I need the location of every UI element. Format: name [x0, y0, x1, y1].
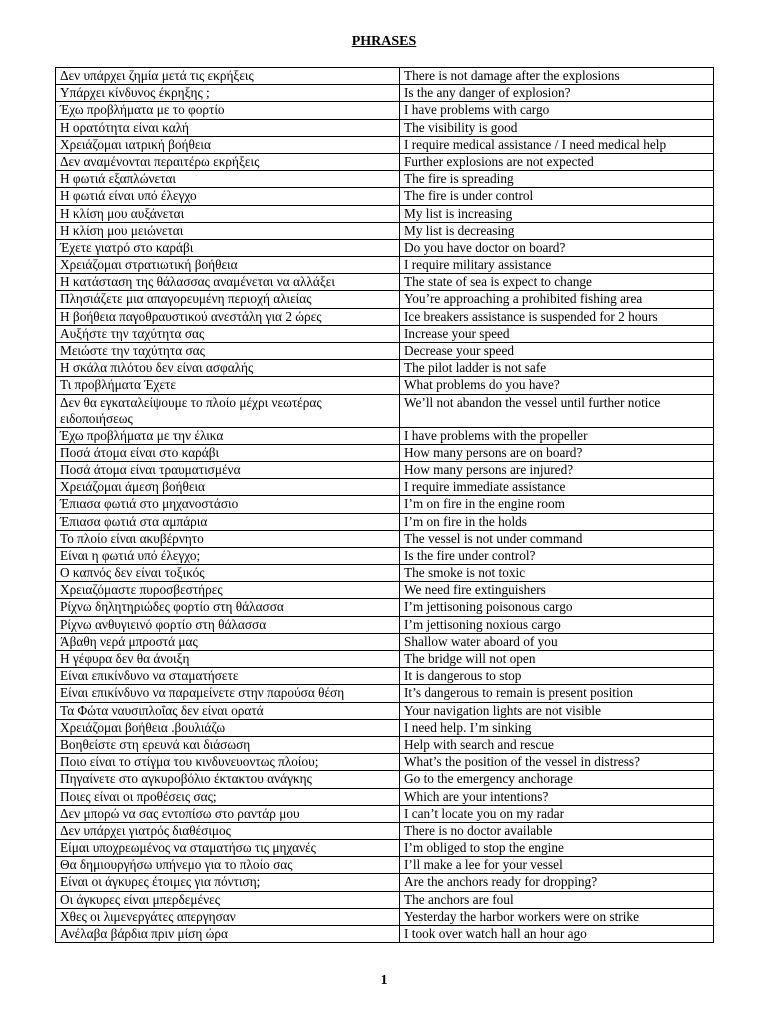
phrase-row [56, 257, 714, 274]
english-phrase-cell: Decrease your speed [400, 343, 714, 360]
greek-phrase-cell: Θα δημιουργήσω υπήνεμο για το πλοίο σας [56, 857, 400, 874]
phrase-row [56, 857, 714, 874]
english-phrase-cell: The fire is under control [400, 188, 714, 205]
english-phrase-cell: It is dangerous to stop [400, 668, 714, 685]
english-phrase-cell: The anchors are foul [400, 891, 714, 908]
phrase-row [56, 582, 714, 599]
english-phrase-cell: Increase your speed [400, 325, 714, 342]
phrase-row [56, 822, 714, 839]
greek-phrase-cell: Δεν υπάρχει γιατρός διαθέσιμος [56, 822, 400, 839]
greek-phrase-cell: Έχετε γιατρό στο καράβι [56, 239, 400, 256]
greek-phrase-cell: Οι άγκυρες είναι μπερδεμένες [56, 891, 400, 908]
greek-phrase-cell: Η ορατότητα είναι καλή [56, 119, 400, 136]
english-phrase-cell: We need fire extinguishers [400, 582, 714, 599]
phrase-row [56, 444, 714, 461]
phrase-row [56, 291, 714, 308]
greek-phrase-cell: Δεν θα εγκαταλείψουμε το πλοίο μέχρι νεωτέρας ειδοποιήσεως [56, 394, 400, 427]
english-phrase-cell: The smoke is not toxic [400, 565, 714, 582]
english-phrase-cell: I took over watch hall an hour ago [400, 926, 714, 943]
greek-phrase-cell: Πηγαίνετε στο αγκυροβόλιο έκτακτου ανάγκης [56, 771, 400, 788]
english-phrase-cell: Help with search and rescue [400, 736, 714, 753]
english-phrase-cell: I require military assistance [400, 257, 714, 274]
phrase-row [56, 908, 714, 925]
greek-phrase-cell: Ρίχνω ανθυγιεινό φορτίο στη θάλασσα [56, 616, 400, 633]
greek-phrase-cell: Η κατάσταση της θάλασσας αναμένεται να αλλάξει [56, 274, 400, 291]
greek-phrase-cell: Η κλίση μου μειώνεται [56, 222, 400, 239]
english-phrase-cell: Shallow water aboard of you [400, 633, 714, 650]
english-phrase-cell: I require medical assistance / I need medical help [400, 136, 714, 153]
greek-phrase-cell: Αυξήστε την ταχύτητα σας [56, 325, 400, 342]
phrase-row [56, 171, 714, 188]
phrase-row [56, 360, 714, 377]
english-phrase-cell: My list is decreasing [400, 222, 714, 239]
phrase-row [56, 274, 714, 291]
greek-phrase-cell: Η σκάλα πιλότου δεν είναι ασφαλής [56, 360, 400, 377]
greek-phrase-cell: Χρειάζομαι ιατρική βοήθεια [56, 136, 400, 153]
english-phrase-cell: Is the any danger of explosion? [400, 85, 714, 102]
phrase-row [56, 547, 714, 564]
phrase-row [56, 719, 714, 736]
english-phrase-cell: What’s the position of the vessel in distress? [400, 754, 714, 771]
english-phrase-cell: The fire is spreading [400, 171, 714, 188]
greek-phrase-cell: Ρίχνω δηλητηριώδες φορτίο στη θάλασσα [56, 599, 400, 616]
phrase-row [56, 685, 714, 702]
english-phrase-cell: I need help. I’m sinking [400, 719, 714, 736]
phrase-row [56, 222, 714, 239]
english-phrase-cell: Yesterday the harbor workers were on strike [400, 908, 714, 925]
greek-phrase-cell: Η κλίση μου αυξάνεται [56, 205, 400, 222]
greek-phrase-cell: Ποσά άτομα είναι τραυματισμένα [56, 461, 400, 478]
greek-phrase-cell: Είναι οι άγκυρες έτοιμες για πόντιση; [56, 874, 400, 891]
english-phrase-cell: Your navigation lights are not visible [400, 702, 714, 719]
english-phrase-cell: Further explosions are not expected [400, 153, 714, 170]
greek-phrase-cell: Χθες οι λιμενεργάτες απεργησαν [56, 908, 400, 925]
phrase-row [56, 427, 714, 444]
greek-phrase-cell: Έχω προβλήματα με την έλικα [56, 427, 400, 444]
english-phrase-cell: I can’t locate you on my radar [400, 805, 714, 822]
greek-phrase-cell: Είναι επικίνδυνο να παραμείνετε στην παρούσα θέση [56, 685, 400, 702]
english-phrase-cell: What problems do you have? [400, 377, 714, 394]
english-phrase-cell: Go to the emergency anchorage [400, 771, 714, 788]
greek-phrase-cell: Είμαι υποχρεωμένος να σταματήσω τις μηχανές [56, 840, 400, 857]
phrase-row [56, 840, 714, 857]
greek-phrase-cell: Υπάρχει κίνδυνος έκρηξης ; [56, 85, 400, 102]
english-phrase-cell: My list is increasing [400, 205, 714, 222]
phrase-row [56, 754, 714, 771]
english-phrase-cell: Ice breakers assistance is suspended for 2 hours [400, 308, 714, 325]
english-phrase-cell: There is no doctor available [400, 822, 714, 839]
english-phrase-cell: I’ll make a lee for your vessel [400, 857, 714, 874]
phrase-row [56, 102, 714, 119]
phrase-row [56, 394, 714, 427]
phrase-row [56, 805, 714, 822]
english-phrase-cell: I’m jettisoning poisonous cargo [400, 599, 714, 616]
english-phrase-cell: It’s dangerous to remain is present position [400, 685, 714, 702]
english-phrase-cell: Which are your intentions? [400, 788, 714, 805]
english-phrase-cell: I have problems with the propeller [400, 427, 714, 444]
english-phrase-cell: I’m on fire in the holds [400, 513, 714, 530]
greek-phrase-cell: Χρειάζομαι βοήθεια .βουλιάζω [56, 719, 400, 736]
greek-phrase-cell: Ανέλαβα βάρδια πριν μίση ώρα [56, 926, 400, 943]
phrase-row [56, 119, 714, 136]
phrase-row [56, 325, 714, 342]
english-phrase-cell: Do you have doctor on board? [400, 239, 714, 256]
phrase-row [56, 308, 714, 325]
phrase-row [56, 205, 714, 222]
greek-phrase-cell: Έπιασα φωτιά στα αμπάρια [56, 513, 400, 530]
english-phrase-cell: I’m on fire in the engine room [400, 496, 714, 513]
phrase-row [56, 788, 714, 805]
greek-phrase-cell: Χρειάζομαι στρατιωτική βοήθεια [56, 257, 400, 274]
english-phrase-cell: I require immediate assistance [400, 479, 714, 496]
english-phrase-cell: Are the anchors ready for dropping? [400, 874, 714, 891]
greek-phrase-cell: Η φωτιά εξαπλώνεται [56, 171, 400, 188]
phrase-row [56, 668, 714, 685]
greek-phrase-cell: Άβαθη νερά μπροστά μας [56, 633, 400, 650]
phrase-row [56, 377, 714, 394]
greek-phrase-cell: Χρειάζομαι άμεση βοήθεια [56, 479, 400, 496]
english-phrase-cell: The vessel is not under command [400, 530, 714, 547]
english-phrase-cell: Is the fire under control? [400, 547, 714, 564]
phrase-row [56, 891, 714, 908]
greek-phrase-cell: Μειώστε την ταχύτητα σας [56, 343, 400, 360]
phrase-row [56, 68, 714, 85]
phrase-row [56, 771, 714, 788]
greek-phrase-cell: Δεν αναμένονται περαιτέρω εκρήξεις [56, 153, 400, 170]
greek-phrase-cell: Τα Φώτα ναυσιπλοΐας δεν είναι ορατά [56, 702, 400, 719]
phrase-row [56, 239, 714, 256]
phrase-row [56, 188, 714, 205]
phrase-row [56, 496, 714, 513]
greek-phrase-cell: Έπιασα φωτιά στο μηχανοστάσιο [56, 496, 400, 513]
phrase-row [56, 513, 714, 530]
phrase-row [56, 599, 714, 616]
phrase-row [56, 343, 714, 360]
english-phrase-cell: There is not damage after the explosions [400, 68, 714, 85]
page-number: 1 [380, 973, 388, 988]
page-title: PHRASES [351, 34, 417, 49]
phrase-row [56, 736, 714, 753]
phrase-row [56, 461, 714, 478]
phrase-row [56, 85, 714, 102]
greek-phrase-cell: Ο καπνός δεν είναι τοξικός [56, 565, 400, 582]
phrase-row [56, 702, 714, 719]
english-phrase-cell: How many persons are injured? [400, 461, 714, 478]
greek-phrase-cell: Δεν μπορώ να σας εντοπίσω στο ραντάρ μου [56, 805, 400, 822]
phrases-table [55, 67, 714, 943]
phrase-row [56, 633, 714, 650]
english-phrase-cell: The pilot ladder is not safe [400, 360, 714, 377]
greek-phrase-cell: Η φωτιά είναι υπό έλεγχο [56, 188, 400, 205]
english-phrase-cell: I’m jettisoning noxious cargo [400, 616, 714, 633]
english-phrase-cell: We’ll not abandon the vessel until further notice [400, 394, 714, 427]
english-phrase-cell: You’re approaching a prohibited fishing area [400, 291, 714, 308]
phrases-table-body [56, 68, 714, 943]
phrase-row [56, 153, 714, 170]
greek-phrase-cell: Έχω προβλήματα με το φορτίο [56, 102, 400, 119]
phrase-row [56, 874, 714, 891]
greek-phrase-cell: Το πλοίο είναι ακυβέρνητο [56, 530, 400, 547]
english-phrase-cell: The state of sea is expect to change [400, 274, 714, 291]
english-phrase-cell: The visibility is good [400, 119, 714, 136]
greek-phrase-cell: Χρειαζόμαστε πυροσβεστήρες [56, 582, 400, 599]
greek-phrase-cell: Ποσά άτομα είναι στο καράβι [56, 444, 400, 461]
greek-phrase-cell: Πλησιάζετε μια απαγορευμένη περιοχή αλιείας [56, 291, 400, 308]
greek-phrase-cell: Ποιο είναι το στίγμα του κινδυνευοντως πλοίου; [56, 754, 400, 771]
phrase-row [56, 479, 714, 496]
greek-phrase-cell: Βοηθείστε στη ερευνά και διάσωση [56, 736, 400, 753]
phrase-row [56, 136, 714, 153]
greek-phrase-cell: Είναι η φωτιά υπό έλεγχο; [56, 547, 400, 564]
greek-phrase-cell: Ποιες είναι οι προθέσεις σας; [56, 788, 400, 805]
phrase-row [56, 926, 714, 943]
greek-phrase-cell: Δεν υπάρχει ζημία μετά τις εκρήξεις [56, 68, 400, 85]
english-phrase-cell: The bridge will not open [400, 651, 714, 668]
english-phrase-cell: I have problems with cargo [400, 102, 714, 119]
phrase-row [56, 530, 714, 547]
phrase-row [56, 616, 714, 633]
phrase-row [56, 651, 714, 668]
phrase-row [56, 565, 714, 582]
english-phrase-cell: How many persons are on board? [400, 444, 714, 461]
greek-phrase-cell: Η βοήθεια παγοθραυστικού ανεστάλη για 2 ώρες [56, 308, 400, 325]
greek-phrase-cell: Τι προβλήματα Έχετε [56, 377, 400, 394]
greek-phrase-cell: Είναι επικίνδυνο να σταματήσετε [56, 668, 400, 685]
english-phrase-cell: I’m obliged to stop the engine [400, 840, 714, 857]
greek-phrase-cell: Η γέφυρα δεν θα άνοιξη [56, 651, 400, 668]
